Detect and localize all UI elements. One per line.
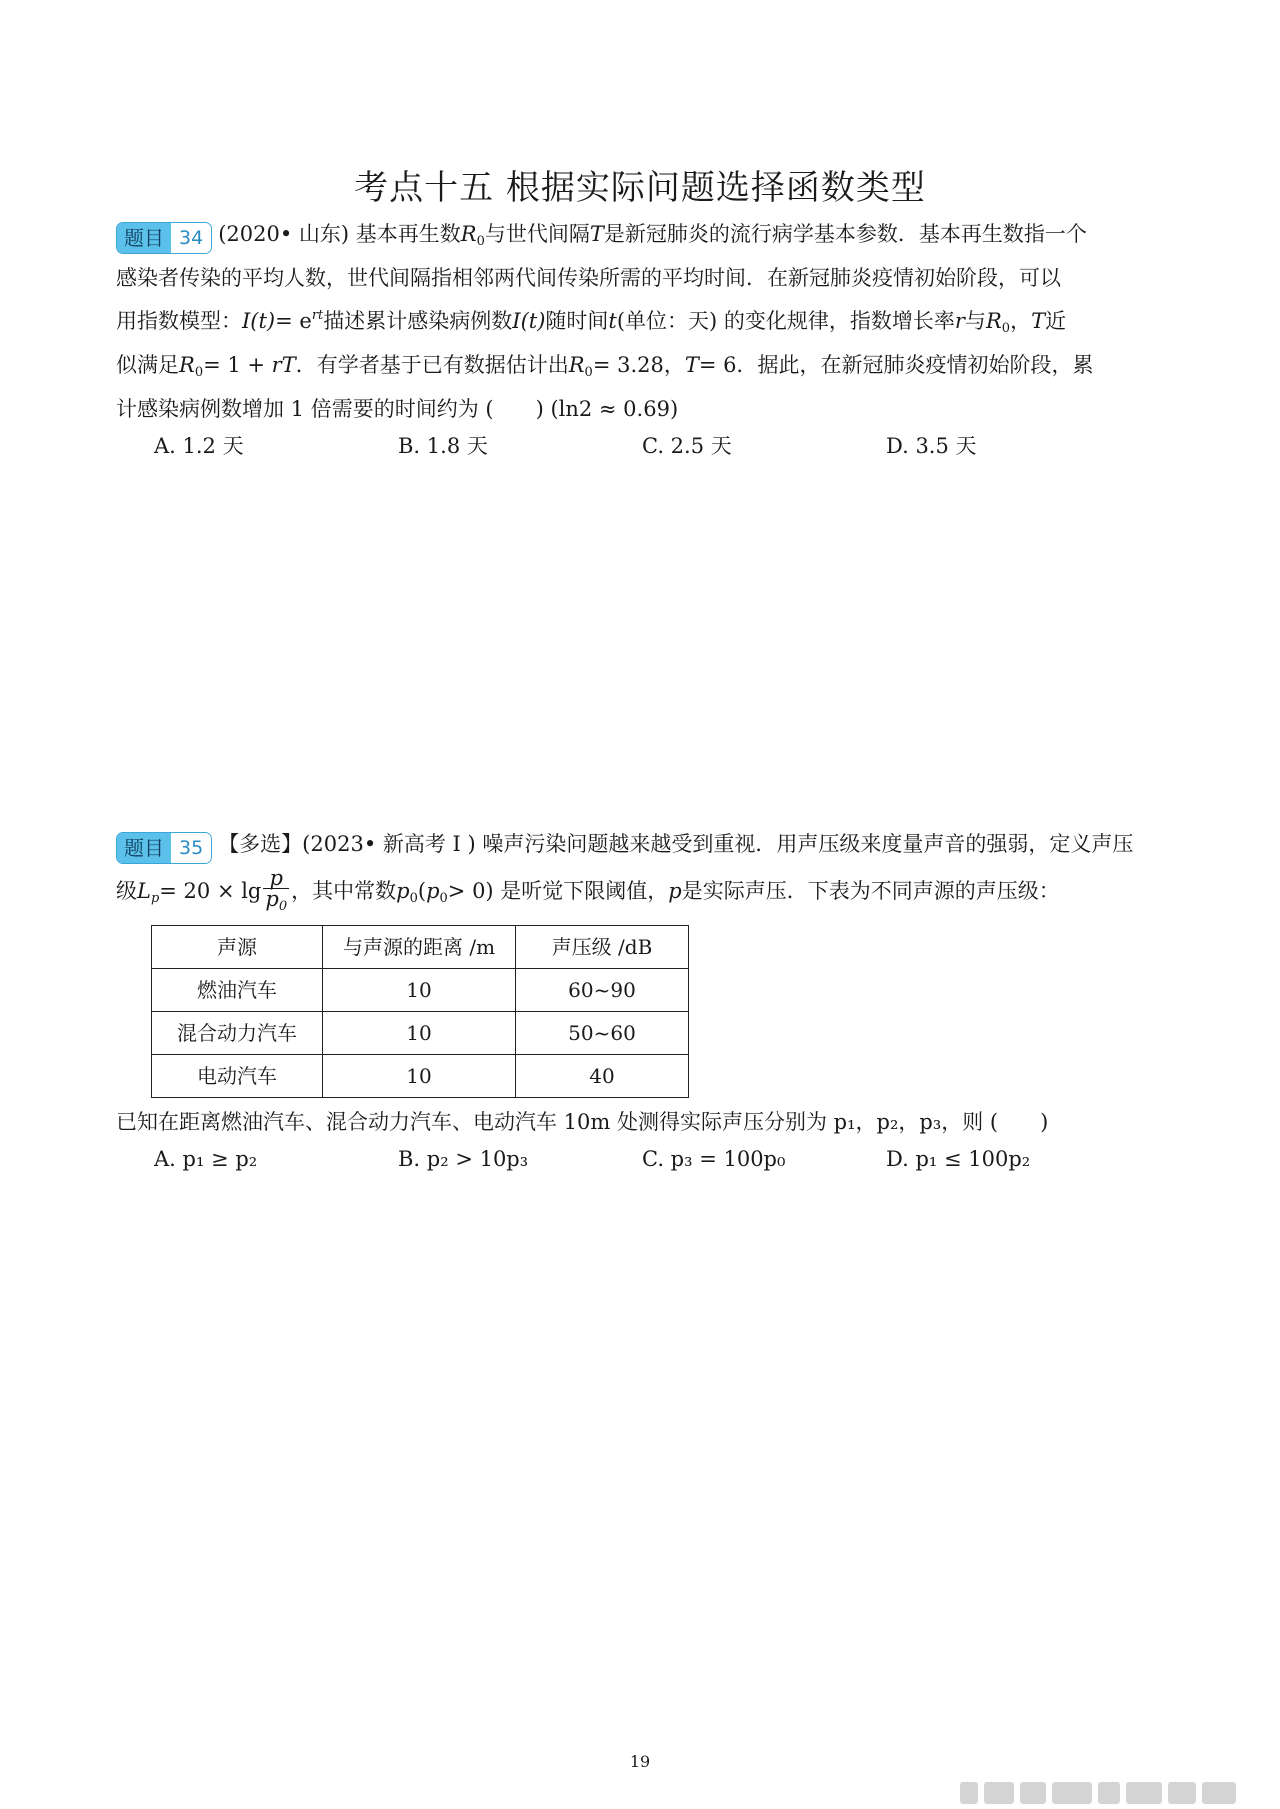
- table-cell: 50~60: [516, 1012, 689, 1055]
- table-cell: 10: [323, 1055, 516, 1098]
- choice-c[interactable]: C. p₃ = 100p₀: [642, 1147, 786, 1171]
- table-row: [152, 1012, 689, 1055]
- question-34: [116, 216, 1166, 466]
- q34-line-4: 似满足$R_0= 1$ + rT．有学者基于已有数据估计出$R_0= 3.28$，T= 6．据此，在新冠肺炎疫情初始阶段，累: [116, 353, 1094, 380]
- table-cell: 燃油汽车: [152, 969, 323, 1012]
- q34-line-3: 用指数模型：$I(t)= e^{rt}$描述累计感染病例数I(t)随时间t(单位：天) 的变化规律，指数增长率r与$R_0$，T近: [116, 308, 1067, 336]
- q35-after-table: 已知在距离燃油汽车、混合动力汽车、电动汽车 10m 处测得实际声压分别为 p₁，p₂，p₃，则 ( ): [116, 1110, 1049, 1134]
- q35-line-1: 题目 35 【多选】(2023• 新高考 I ) 噪声污染问题越来越受到重视．用声压级来度量声音的强弱，定义声压: [116, 826, 1166, 864]
- table-row: [152, 969, 689, 1012]
- table-header-row: [152, 926, 689, 969]
- scan-artifact: [960, 1782, 1260, 1804]
- choice-b[interactable]: B. 1.8 天: [398, 434, 488, 458]
- table-row: [152, 1055, 689, 1098]
- q34-line-2: 感染者传染的平均人数，世代间隔指相邻两代间传染所需的平均时间．在新冠肺炎疫情初始阶段，可以: [116, 266, 1061, 290]
- q34-line-5: 计感染病例数增加 1 倍需要的时间约为 ( ) (ln2 ≈ 0.69): [116, 397, 679, 421]
- q35-line-2: 级$L_p= 20 \times \lg$ $\frac{p}{p_0}$ ，其中常数$p_0(p_0> 0)$ 是听觉下限阈值，p是实际声压．下表为不同声源的声压级：: [116, 868, 1166, 917]
- choice-d[interactable]: D. p₁ ≤ 100p₂: [886, 1147, 1031, 1171]
- page-title: 考点十五 根据实际问题选择函数类型: [354, 168, 926, 208]
- choice-b[interactable]: B. p₂ > 10p₃: [398, 1147, 529, 1171]
- question-tag: 题目 35: [116, 832, 212, 864]
- sound-pressure-table: [151, 925, 689, 1098]
- table-cell: 40: [516, 1055, 689, 1098]
- table-cell: 10: [323, 969, 516, 1012]
- fraction: $\frac{p}{p_0}$: [265, 866, 288, 914]
- table-cell: 电动汽车: [152, 1055, 323, 1098]
- table-cell: 60~90: [516, 969, 689, 1012]
- q34-line-1: 题目 34 (2020• 山东) 基本再生数$R_0$与世代间隔T是新冠肺炎的流行病学基本参数．基本再生数指一个: [116, 216, 1166, 260]
- q34-choices: [116, 428, 1166, 466]
- table-header-cell: 声源: [152, 926, 323, 969]
- question-tag: 题目 34: [116, 222, 212, 254]
- choice-d[interactable]: D. 3.5 天: [886, 434, 977, 458]
- table-cell: 混合动力汽车: [152, 1012, 323, 1055]
- q35-choices: [116, 1141, 1166, 1179]
- table-header-cell: 声压级 /dB: [516, 926, 689, 969]
- question-35: [116, 826, 1166, 1179]
- choice-c[interactable]: C. 2.5 天: [642, 434, 732, 458]
- choice-a[interactable]: A. 1.2 天: [154, 434, 244, 458]
- page-number: 19: [629, 1752, 651, 1771]
- table-cell: 10: [323, 1012, 516, 1055]
- choice-a[interactable]: A. p₁ ≥ p₂: [154, 1147, 258, 1171]
- table-header-cell: 与声源的距离 /m: [323, 926, 516, 969]
